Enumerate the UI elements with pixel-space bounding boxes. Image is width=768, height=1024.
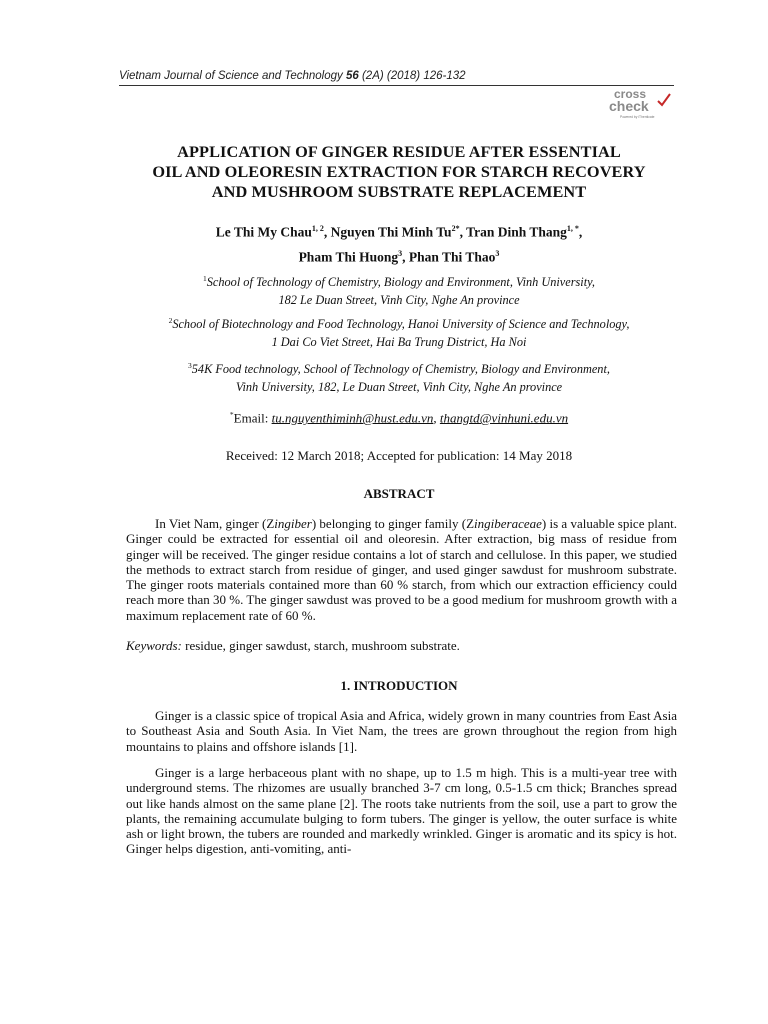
author-name: Le Thi My Chau: [215, 224, 312, 240]
author-affiliation-mark: 1, *: [566, 224, 579, 233]
keywords: [126, 638, 677, 654]
crosscheck-logo: [606, 86, 672, 120]
email-link-2[interactable]: thangtd@vinhuni.edu.vn: [439, 410, 569, 426]
abstract-text: ) is a valuable spice plant. Ginger could be extracted for essential oil and oleoresin. After extraction, big mass of residue from ginger will be received. The ginger residue contains a lot of starch and cellulose. In this paper, we studied the methods to extract starch from residue of ginger, and used ginger sawdust for mushroom substrate. The ginger roots materials contained more than 60 % starch, from which our extraction efficiency could reach more than 30 %. The ginger sawdust was proved to be a good medium for mushroom growth with a maximum replacement rate of 60 %.: [126, 516, 677, 623]
affiliation-line: School of Biotechnology and Food Technology, Hanoi University of Science and Technology,: [172, 317, 630, 332]
title-line-1: APPLICATION OF GINGER RESIDUE AFTER ESSENTIAL: [177, 142, 621, 161]
affiliation-line: 182 Le Duan Street, Vinh City, Nghe An province: [278, 293, 520, 308]
author-separator: ,: [578, 224, 583, 240]
author-separator: ,: [459, 224, 467, 240]
corresponding-email: [119, 410, 679, 426]
email-label: Email:: [233, 410, 272, 426]
affiliation-3: [119, 357, 679, 396]
affiliation-2: [119, 312, 679, 351]
logo-tagline: Powered by iThenticate: [620, 115, 655, 119]
journal-volume: 56: [345, 70, 359, 82]
affiliation-line: Vinh University, 182, Le Duan Street, Vinh City, Nghe An province: [235, 380, 563, 395]
introduction-heading: 1. INTRODUCTION: [340, 678, 458, 693]
keywords-text: residue, ginger sawdust, starch, mushroom substrate.: [181, 638, 460, 653]
logo-top-word: cross: [614, 87, 647, 101]
title-line-2: OIL AND OLEORESIN EXTRACTION FOR STARCH RECOVERY: [152, 162, 646, 181]
affiliation-1: [119, 270, 679, 309]
abstract-italic: ingiber: [274, 516, 312, 531]
abstract-text: In Viet Nam, ginger (Z: [155, 516, 275, 531]
abstract-paragraph: [126, 516, 677, 623]
affiliation-mark: 3: [188, 361, 192, 370]
abstract-italic: ingiberaceae: [474, 516, 542, 531]
affiliation-mark: 2: [168, 316, 173, 325]
logo-check-mark: [658, 94, 670, 105]
intro-paragraph-1: Ginger is a classic spice of tropical Asia and Africa, widely grown in many countries from East Asia to Southeast Asia and South Asia. In Viet Nam, the trees are grown throughout the region from high mountains to plains and offshore islands [1].: [126, 708, 677, 754]
author-separator: ,: [323, 224, 331, 240]
email-separator: ,: [433, 410, 440, 426]
affiliation-line: 54K Food technology, School of Technology of Chemistry, Biology and Environment,: [191, 362, 610, 377]
affiliation-mark: 1: [203, 274, 207, 283]
abstract-heading: ABSTRACT: [363, 486, 435, 501]
affiliation-line: School of Technology of Chemistry, Biology and Environment, Vinh University,: [206, 275, 595, 290]
affiliation-line: 1 Dai Co Viet Street, Hai Ba Trung District, Ha Noi: [271, 335, 527, 350]
author-separator: ,: [402, 249, 409, 264]
author-name: Nguyen Thi Minh Tu: [330, 224, 452, 240]
author-affiliation-mark: 1, 2: [311, 224, 324, 233]
author-affiliation-mark: 3: [398, 248, 403, 258]
keywords-label: Keywords:: [126, 638, 182, 653]
intro-paragraph-2: Ginger is a large herbaceous plant with no shape, up to 1.5 m high. This is a multi-year tree with underground stems. The rhizomes are usually branched 3-7 cm long, 0.5-1.5 cm thick; Branches spread out like hands almost on the same plane [2]. The roots take nutrients from the soil, use a part to grow the plants, the remaining accumulate bulging to form tubers. The ginger is yellow, the outer surface is white ash or light brown, the tubers are rounded and markedly wrinkled. Ginger is aromatic and its spicy is hot. Ginger helps digestion, anti-vomiting, anti-: [126, 765, 677, 857]
author-affiliation-mark: 3: [495, 248, 500, 258]
abstract-text: ) belonging to ginger family (Z: [311, 516, 475, 531]
author-name: Phan Thi Thao: [408, 249, 496, 264]
logo-bottom-word: check: [609, 98, 649, 114]
journal-issue-pages: (2A) (2018) 126-132: [361, 70, 466, 82]
author-list: [119, 218, 679, 267]
paper-title: [119, 142, 679, 202]
received-dates: Received: 12 March 2018; Accepted for publication: 14 May 2018: [225, 448, 573, 463]
corresponding-mark: *: [229, 410, 234, 419]
author-affiliation-mark: 2*: [451, 224, 460, 233]
title-line-3: AND MUSHROOM SUBSTRATE REPLACEMENT: [211, 182, 587, 201]
journal-name: Vietnam Journal of Science and Technology: [119, 70, 343, 82]
journal-header: [119, 70, 674, 86]
author-name: Tran Dinh Thang: [466, 224, 567, 240]
author-name: Pham Thi Huong: [298, 249, 399, 264]
email-link-1[interactable]: tu.nguyenthiminh@hust.edu.vn: [271, 410, 434, 426]
